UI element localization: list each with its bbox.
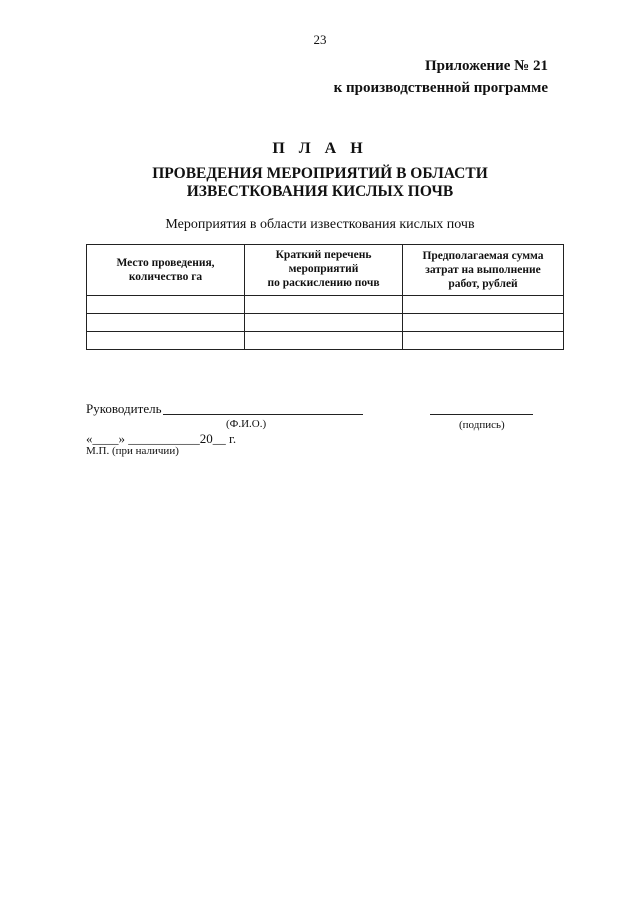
- table-cell[interactable]: [245, 296, 403, 314]
- date-line: «____» ___________20__ г.: [86, 431, 237, 446]
- table-header-row: [87, 245, 564, 296]
- plan-subtitle-line2: ИЗВЕСТКОВАНИЯ КИСЛЫХ ПОЧВ: [186, 183, 454, 200]
- header-cost-line3: работ, рублей: [448, 278, 518, 290]
- header-cost-line2: затрат на выполнение: [425, 264, 541, 276]
- table-cell[interactable]: [87, 314, 245, 332]
- header-measures-line3: по раскислению почв: [267, 277, 380, 289]
- table-row: [87, 296, 564, 314]
- header-measures-line1: Краткий перечень: [275, 249, 372, 261]
- table-cell[interactable]: [403, 332, 564, 350]
- table-cell[interactable]: [403, 314, 564, 332]
- table-cell[interactable]: [245, 332, 403, 350]
- header-location: [87, 245, 245, 296]
- header-measures-line2: мероприятий: [288, 263, 359, 275]
- signature-line[interactable]: [430, 414, 533, 415]
- plan-subtitle-line1: ПРОВЕДЕНИЯ МЕРОПРИЯТИЙ В ОБЛАСТИ: [152, 165, 488, 182]
- table-caption: Мероприятия в области известкования кислых почв: [165, 217, 475, 232]
- signature-caption: (подпись): [459, 419, 505, 431]
- table-cell[interactable]: [87, 296, 245, 314]
- head-name-line[interactable]: [163, 414, 363, 415]
- head-label: Руководитель: [86, 401, 162, 416]
- header-cost-line1: Предполагаемая сумма: [422, 250, 544, 262]
- header-measures: [245, 245, 403, 296]
- table-cell[interactable]: [245, 314, 403, 332]
- header-location-line1: Место проведения,: [116, 257, 215, 269]
- plan-title: П Л А Н: [272, 140, 368, 157]
- table-cell[interactable]: [403, 296, 564, 314]
- table-cell[interactable]: [87, 332, 245, 350]
- table-row: [87, 314, 564, 332]
- fio-caption: (Ф.И.О.): [226, 418, 267, 430]
- stamp-note: М.П. (при наличии): [86, 445, 179, 457]
- header-location-line2: количество га: [128, 271, 203, 283]
- appendix-title: Приложение № 21: [424, 58, 548, 74]
- appendix-subtitle: к производственной программе: [333, 80, 548, 96]
- table-row: [87, 332, 564, 350]
- events-table: [86, 244, 564, 350]
- page-number: 23: [313, 32, 327, 47]
- header-cost: [403, 245, 564, 296]
